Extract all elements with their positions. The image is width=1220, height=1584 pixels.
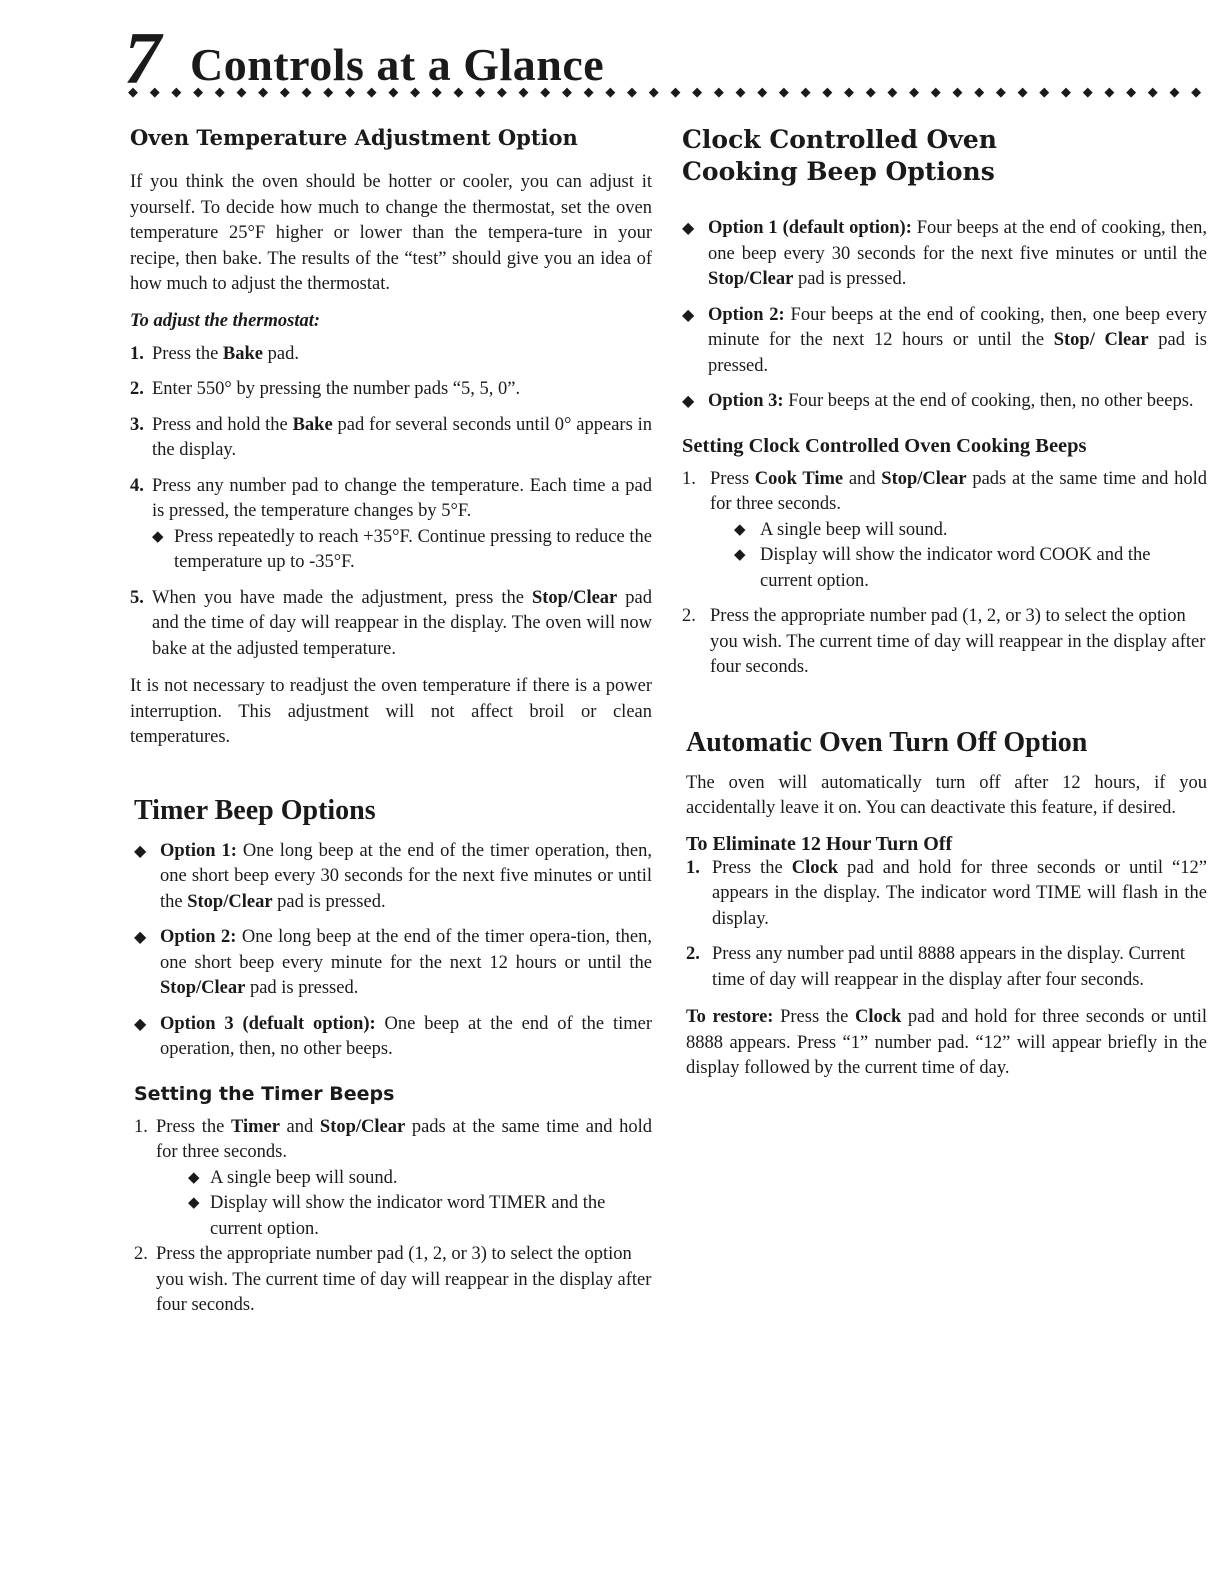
step-subtext: Press repeatedly to reach +35°F. Continue pressing to reduce the temperature up to -35°F. [174, 526, 652, 572]
bake-pad-label: Bake [292, 414, 333, 435]
timer-step-2 [134, 1242, 652, 1319]
step-text: pad. [263, 343, 299, 364]
clock-step-1 [682, 467, 1207, 518]
clock-beep-heading-line-2: Cooking Beep Options [682, 157, 995, 186]
step-text: Enter 550° by pressing the number pads “5, 5, 0”. [152, 379, 521, 399]
step-number: 2. [682, 606, 696, 626]
right-column [682, 124, 1207, 1082]
diamond-bullet-icon: ◆ [734, 547, 746, 563]
timer-step-1-sub-1 [134, 1166, 652, 1192]
setting-timer-section [130, 1081, 652, 1319]
timer-step-1-sub-2 [134, 1191, 652, 1242]
stop-clear-label: Stop/Clear [531, 587, 618, 608]
clock-step-1-sub-2 [682, 543, 1207, 594]
step-number: 3. [130, 414, 144, 435]
diamond-bullet-icon: ◆ [682, 306, 695, 324]
diamond-bullet-icon: ◆ [734, 521, 746, 538]
option-text: One long beep at the end of the timer operation, then, one short beep every 30 seconds for the next five minutes or until the [160, 840, 652, 912]
auto-off-section [682, 727, 1207, 1082]
stop-clear-label: Stop/ Clear [1053, 330, 1149, 350]
clock-beep-section [682, 124, 1207, 415]
oven-temp-heading: Oven Temperature Adjustment Option [130, 125, 578, 150]
step-text: Press and hold the [152, 414, 293, 435]
step-number: 2. [130, 379, 144, 399]
option-label: Option 2: [708, 304, 785, 325]
restore-text: pad and hold for three seconds or until 8888 appears. Press “1” number pad. “12” will appear briefly in the display followed by the current time of day. [686, 1007, 1207, 1078]
option-label: Option 1: [160, 840, 237, 861]
step-subtext: A single beep will sound. [760, 519, 948, 540]
option-text: Four beeps at the end of cooking, then, one beep every minute for the next 12 hours or until the [708, 304, 1207, 350]
timer-option-3 [134, 1012, 652, 1063]
timer-step-1 [134, 1115, 652, 1166]
step-text: Press the appropriate number pad (1, 2, or 3) to select the option you wish. The current time of day will reappear in the display after four seconds. [156, 1244, 652, 1315]
option-label: Option 3: [708, 391, 784, 411]
step-subtext: Display will show the indicator word COOK and the current option. [760, 545, 1151, 591]
diamond-bullet-icon: ◆ [152, 528, 164, 545]
oven-temp-note: It is not necessary to readjust the oven temperature if there is a power interruption. This adjustment will not affect broil or clean temperatures. [130, 676, 652, 747]
cook-time-label: Cook Time [754, 468, 844, 489]
stop-clear-label: Stop/Clear [160, 978, 246, 998]
option-text: One beep at the end of the timer operation, then, no other beeps. [160, 1013, 652, 1059]
eliminate-turn-off-subhead: To Eliminate 12 Hour Turn Off [686, 832, 953, 855]
diamond-bullet-icon: ◆ [134, 1015, 147, 1033]
diamond-bullet-icon: ◆ [682, 393, 695, 410]
diamond-bullet-icon: ◆ [682, 220, 695, 237]
step-subtext: Display will show the indicator word TIMER and the current option. [210, 1193, 606, 1239]
step-number: 1. [130, 343, 144, 364]
step-text: Press [710, 468, 755, 489]
diamond-bullet-icon: ◆ [188, 1169, 200, 1186]
step-text: pads at the same time and hold for three seconds. [156, 1116, 652, 1162]
auto-off-step-1 [686, 856, 1207, 933]
oven-temp-intro: If you think the oven should be hotter or cooler, you can adjust it yourself. To decide how much to change the thermostat, set the oven temperature 25°F higher or lower than the tempera-ture in your recipe, then bake. The results of the “test” should give you an idea of how much to adjust the thermostat. [130, 172, 652, 294]
step-subtext: A single beep will sound. [210, 1167, 398, 1188]
option-text: pad is pressed. [793, 269, 907, 289]
option-text: One long beep at the end of the timer opera-tion, then, one short beep every minute for the next 12 hours or until the [160, 927, 652, 973]
oven-step-4-sub [130, 525, 652, 576]
step-text: pad and hold for three seconds or until “12” appears in the display. The indicator word TIME will flash in the display. [712, 857, 1207, 929]
clock-beep-heading-line-1: Clock Controlled Oven [682, 125, 997, 154]
restore-label: To restore: [686, 1007, 774, 1027]
oven-step-4 [130, 474, 652, 525]
step-text: and [843, 468, 882, 489]
step-text: Press the [156, 1116, 231, 1137]
step-text: Press the [712, 857, 792, 878]
auto-off-intro: The oven will automatically turn off after 12 hours, if you accidentally leave it on. You can deactivate this feature, if desired. [686, 772, 1207, 818]
step-number: 2. [686, 944, 700, 964]
chapter-number: 7 [124, 18, 161, 100]
auto-off-step-2 [686, 942, 1207, 993]
step-text: pad and the time of day will reappear in the display. The oven will now bake at the adjusted temperature. [152, 587, 652, 659]
step-text: Press any number pad to change the temperature. Each time a pad is pressed, the temperature changes by 5°F. [152, 475, 652, 521]
setting-timer-heading: Setting the Timer Beeps [134, 1082, 395, 1105]
restore-paragraph [686, 1005, 1207, 1082]
step-text: When you have made the adjustment, press the [152, 587, 532, 608]
clock-option-3 [682, 389, 1207, 415]
clock-step-1-sub-1 [682, 518, 1207, 544]
stop-clear-label: Stop/Clear [187, 891, 273, 912]
clock-option-2 [682, 303, 1207, 380]
step-text: pads at the same time and hold for three seconds. [710, 468, 1208, 514]
oven-step-1 [130, 342, 652, 368]
clock-option-1 [682, 216, 1207, 293]
step-text: and [279, 1116, 320, 1137]
step-number: 1. [134, 1116, 148, 1137]
stop-clear-label: Stop/Clear [881, 468, 967, 489]
step-number: 2. [134, 1244, 148, 1264]
auto-off-heading: Automatic Oven Turn Off Option [686, 726, 1088, 758]
step-number: 1. [686, 857, 700, 878]
option-label: Option 2: [160, 927, 237, 947]
oven-temp-section [130, 124, 652, 751]
oven-step-3 [130, 413, 652, 464]
left-column [130, 124, 652, 1319]
option-text: pad is pressed. [272, 891, 386, 912]
step-number: 4. [130, 475, 144, 496]
timer-pad-label: Timer [230, 1116, 280, 1137]
option-label: Option 1 (default option): [708, 218, 912, 238]
timer-beep-heading: Timer Beep Options [134, 794, 376, 826]
diamond-bullet-icon: ◆ [188, 1195, 200, 1211]
adjust-thermostat-subhead: To adjust the thermostat: [130, 310, 321, 331]
option-text: pad is pressed. [245, 978, 359, 998]
setting-clock-heading: Setting Clock Controlled Oven Cooking Beeps [682, 434, 1087, 457]
oven-step-5 [130, 586, 652, 663]
step-text: Press the appropriate number pad (1, 2, or 3) to select the option you wish. The current time of day will reappear in the display after four seconds. [710, 606, 1206, 677]
clock-step-2 [682, 604, 1207, 681]
bake-pad-label: Bake [222, 343, 264, 364]
step-text: Press any number pad until 8888 appears in the display. Current time of day will reappear in the display after four seconds. [712, 944, 1186, 990]
timer-option-2 [134, 925, 652, 1002]
diamond-bullet-icon: ◆ [134, 842, 147, 860]
chapter-title: Controls at a Glance [190, 39, 605, 90]
option-text: Four beeps at the end of cooking, then, no other beeps. [783, 391, 1194, 411]
step-text: pad for several seconds until 0° appears in the display. [152, 414, 652, 460]
restore-text: Press the [773, 1007, 855, 1027]
timer-option-1 [134, 839, 652, 916]
diamond-bullet-icon: ◆ [134, 929, 147, 946]
clock-pad-label: Clock [791, 857, 838, 878]
step-text: Press the [152, 343, 223, 364]
page-header [118, 18, 1218, 102]
option-text: Four beeps at the end of cooking, then, one beep every 30 seconds for the next five minutes or until the [708, 218, 1207, 264]
step-number: 5. [130, 587, 144, 608]
option-label: Option 3 (defualt option): [160, 1013, 376, 1034]
setting-clock-section [682, 433, 1207, 681]
oven-step-2 [130, 377, 652, 403]
stop-clear-label: Stop/Clear [708, 269, 794, 289]
step-number: 1. [682, 468, 696, 489]
option-text: pad is pressed. [708, 330, 1207, 376]
clock-pad-label: Clock [855, 1007, 902, 1027]
timer-beep-section [130, 795, 652, 1063]
diamond-divider: ◆◆◆◆◆◆◆◆◆◆◆◆◆◆◆◆◆◆◆◆◆◆◆◆◆◆◆◆◆◆◆◆◆◆◆◆◆◆◆◆◆◆◆◆◆◆◆◆◆◆ [128, 84, 1213, 99]
stop-clear-label: Stop/Clear [319, 1116, 406, 1137]
